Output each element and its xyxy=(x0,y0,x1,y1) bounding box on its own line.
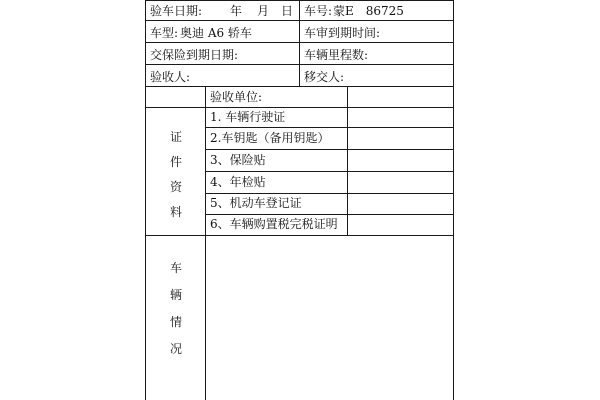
month-label: 月 xyxy=(257,4,270,18)
row-divider xyxy=(205,171,454,172)
inspection-unit-label: 验收单位: xyxy=(210,90,263,104)
column-divider xyxy=(205,87,206,400)
vehicle-title-char: 辆 xyxy=(169,288,182,302)
plate-value: 蒙E 86725 xyxy=(333,4,404,18)
document-item-license: 1. 车辆行驶证 xyxy=(210,110,286,124)
document-item-keys: 2.车钥匙（备用钥匙） xyxy=(210,131,330,145)
row-divider xyxy=(205,149,454,150)
model-label: 车型: xyxy=(150,26,179,40)
documents-title-char: 料 xyxy=(169,205,182,219)
documents-section-title xyxy=(169,128,183,220)
annual-inspection-label: 车审到期时间: xyxy=(304,26,381,40)
documents-title-char: 资 xyxy=(169,180,182,194)
column-divider xyxy=(347,87,348,235)
document-item-registration: 5、机动车登记证 xyxy=(210,196,302,210)
documents-title-char: 件 xyxy=(169,155,182,169)
row-divider xyxy=(145,235,454,236)
row-divider xyxy=(205,193,454,194)
row-divider xyxy=(145,107,454,108)
document-item-insurance-sticker: 3、保险贴 xyxy=(210,153,266,167)
year-label: 年 xyxy=(230,4,243,18)
model-value: 奥迪 A6 轿车 xyxy=(180,26,252,40)
document-item-purchase-tax: 6、车辆购置税完税证明 xyxy=(210,217,338,231)
form-right-border xyxy=(453,0,454,400)
vehicle-title-char: 车 xyxy=(169,261,182,275)
document-item-inspection-sticker: 4、年检贴 xyxy=(210,175,266,189)
vehicle-title-char: 况 xyxy=(169,342,182,356)
day-label: 日 xyxy=(281,4,294,18)
vehicle-condition-section-title xyxy=(169,259,183,357)
row-divider xyxy=(205,127,454,128)
mileage-label: 车辆里程数: xyxy=(304,48,369,62)
inspection-date-label: 验车日期: xyxy=(150,4,203,18)
plate-label: 车号: xyxy=(304,4,333,18)
column-divider xyxy=(299,0,300,87)
handover-person-label: 移交人: xyxy=(304,70,345,84)
row-divider xyxy=(205,214,454,215)
vehicle-title-char: 情 xyxy=(169,315,182,329)
insurance-expiry-label: 交保险到期日期: xyxy=(150,48,239,62)
inspector-label: 验收人: xyxy=(150,70,191,84)
documents-title-char: 证 xyxy=(169,130,182,144)
form-left-border xyxy=(145,0,146,400)
